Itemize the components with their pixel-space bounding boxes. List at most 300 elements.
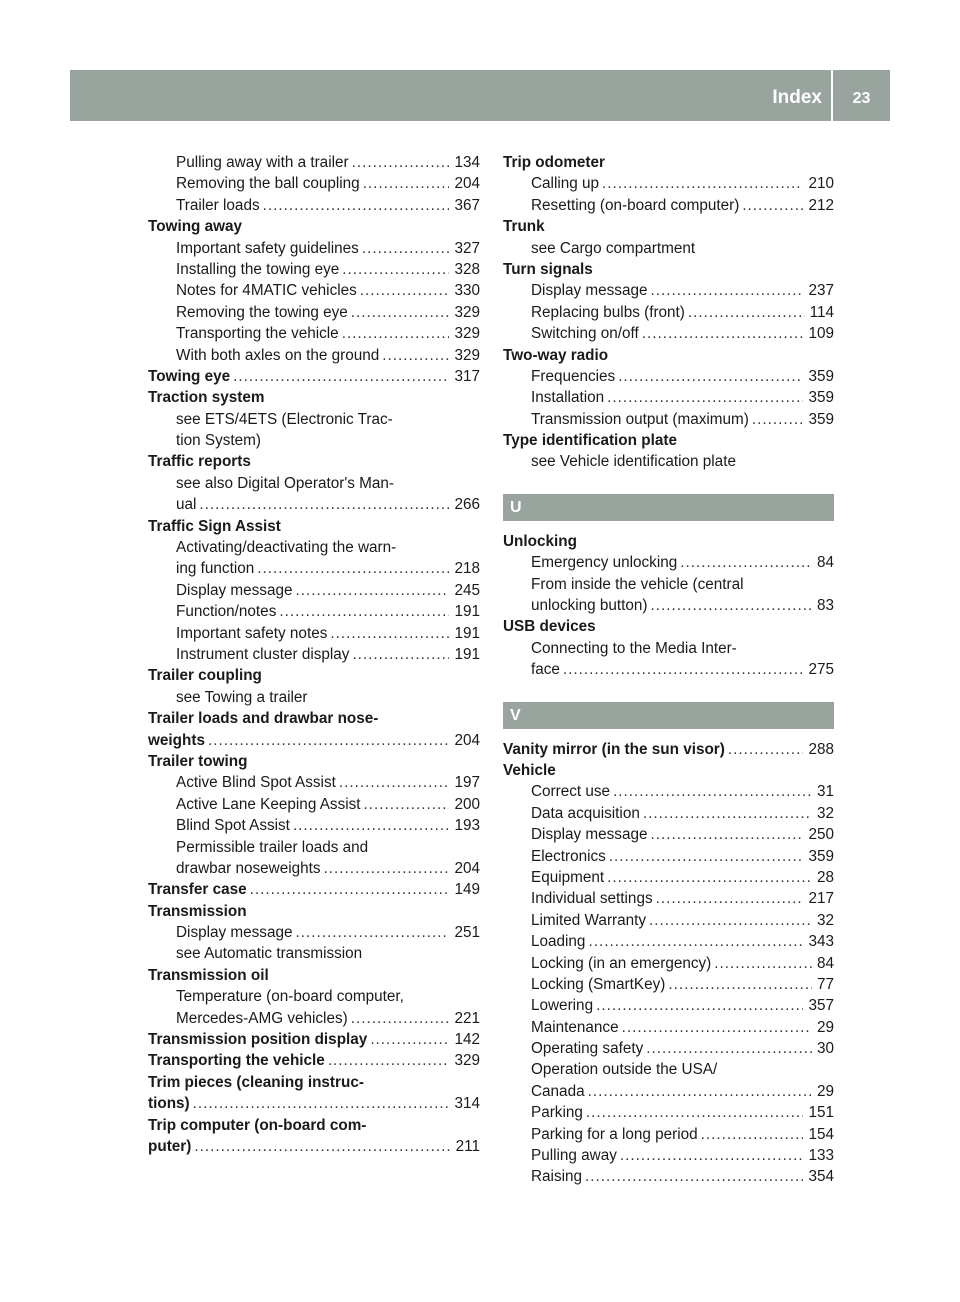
dot-leader [588, 1081, 812, 1102]
entry-text: tions) [148, 1095, 190, 1113]
index-column-right [503, 152, 834, 1188]
index-entry[interactable] [148, 345, 480, 366]
dot-leader [651, 595, 812, 616]
page-reference[interactable]: 221 [454, 1009, 480, 1027]
index-entry[interactable] [148, 1008, 480, 1029]
entry-text: Transfer case [148, 881, 247, 899]
index-entry[interactable] [503, 803, 834, 824]
dot-leader [586, 1102, 804, 1123]
page-reference[interactable]: 197 [454, 774, 480, 792]
index-entry[interactable] [503, 931, 834, 952]
index-entry[interactable] [148, 173, 480, 194]
page-reference[interactable]: 191 [454, 624, 480, 642]
index-heading[interactable] [503, 739, 834, 760]
entry-text: Replacing bulbs (front) [531, 303, 685, 321]
entry-text: Notes for 4MATIC vehicles [176, 282, 357, 300]
entry-text: Individual settings [531, 890, 653, 908]
index-entry[interactable] [148, 152, 480, 173]
index-heading [148, 1115, 480, 1136]
index-entry[interactable] [503, 995, 834, 1016]
index-entry [148, 837, 480, 858]
entry-text: Trim pieces (cleaning instruc- [148, 1073, 364, 1091]
entry-text: Trip odometer [503, 154, 605, 171]
entry-text: From inside the vehicle (central [531, 575, 744, 593]
entry-text: Emergency unlocking [531, 554, 678, 572]
index-entry[interactable] [503, 409, 834, 430]
index-entry[interactable] [503, 1145, 834, 1166]
dot-leader [563, 659, 804, 680]
index-entry[interactable] [503, 1102, 834, 1123]
dot-leader [352, 152, 450, 173]
page-reference[interactable]: 32 [816, 804, 834, 822]
entry-text: drawbar noseweights [176, 859, 321, 877]
page-reference[interactable]: 32 [816, 911, 834, 929]
index-entry[interactable] [503, 846, 834, 867]
entry-text: Locking (SmartKey) [531, 975, 666, 993]
entry-text: Vanity mirror (in the sun visor) [503, 740, 725, 758]
entry-text: Transmission [148, 902, 247, 920]
page-reference[interactable]: 200 [454, 795, 480, 813]
dot-leader [330, 623, 449, 644]
index-heading[interactable] [148, 1136, 480, 1157]
entry-text: Trailer coupling [148, 667, 262, 685]
entry-text: Active Lane Keeping Assist [176, 795, 361, 813]
index-heading [503, 430, 834, 451]
index-entry [503, 1059, 834, 1080]
index-entry[interactable] [503, 888, 834, 909]
dot-leader [193, 1093, 450, 1114]
index-entry[interactable] [503, 1017, 834, 1038]
page-reference[interactable]: 275 [808, 661, 834, 679]
page-reference[interactable]: 329 [454, 325, 480, 343]
entry-text: Type identification plate [503, 432, 677, 450]
index-entry[interactable] [148, 238, 480, 259]
entry-text: Display message [176, 581, 293, 599]
index-entry[interactable] [503, 1166, 834, 1187]
index-heading[interactable] [148, 730, 480, 751]
index-heading [503, 259, 834, 280]
entry-text: see Cargo compartment [531, 239, 696, 257]
entry-text: Temperature (on-board computer, [176, 988, 404, 1006]
page-number: 23 [852, 90, 871, 107]
dot-leader [194, 1136, 450, 1157]
entry-text: see also Digital Operator's Man- [176, 474, 395, 492]
index-entry[interactable] [503, 867, 834, 888]
index-entry[interactable] [148, 259, 480, 280]
page-reference[interactable]: 359 [808, 847, 834, 865]
entry-text: see Vehicle identification plate [531, 453, 736, 471]
index-heading [148, 708, 480, 729]
index-entry[interactable] [503, 387, 834, 408]
page-reference[interactable]: 142 [454, 1031, 480, 1049]
index-heading [503, 152, 834, 173]
index-entry[interactable] [148, 815, 480, 836]
index-entry[interactable] [503, 366, 834, 387]
index-entry[interactable] [503, 595, 834, 616]
dot-leader [742, 195, 803, 216]
index-entry [503, 638, 834, 659]
entry-text: Electronics [531, 847, 606, 865]
index-entry[interactable] [503, 910, 834, 931]
entry-text: Data acquisition [531, 804, 640, 822]
index-entry [148, 409, 480, 430]
page-reference[interactable]: 83 [816, 597, 834, 615]
dot-leader [728, 739, 804, 760]
index-entry [503, 574, 834, 595]
index-entry [148, 537, 480, 558]
entry-text: Towing away [148, 218, 243, 236]
entry-text: Transporting the vehicle [148, 1052, 325, 1070]
entry-text: Installation [531, 389, 605, 407]
page-reference[interactable]: 266 [454, 496, 480, 514]
dot-leader [650, 824, 803, 845]
dot-leader [250, 879, 450, 900]
page-reference[interactable]: 210 [808, 175, 834, 193]
page-reference[interactable]: 237 [808, 282, 834, 300]
entry-text: Blind Spot Assist [176, 817, 290, 835]
entry-text: Transporting the vehicle [176, 325, 339, 343]
index-heading[interactable] [148, 879, 480, 900]
dot-leader [620, 1145, 804, 1166]
dot-leader [646, 1038, 812, 1059]
dot-leader [588, 931, 803, 952]
dot-leader [293, 815, 450, 836]
dot-leader [596, 995, 803, 1016]
page-reference[interactable]: 343 [808, 933, 834, 951]
index-entry[interactable] [148, 623, 480, 644]
entry-text: Display message [176, 924, 293, 942]
index-entry[interactable] [503, 1124, 834, 1145]
entry-text: Equipment [531, 868, 605, 886]
page-reference[interactable]: 212 [808, 196, 834, 214]
entry-text: Operating safety [531, 1040, 644, 1058]
dot-leader [352, 644, 449, 665]
page-reference[interactable]: 204 [454, 175, 480, 193]
dot-leader [613, 781, 812, 802]
page-reference[interactable]: 359 [808, 389, 834, 407]
page-reference[interactable]: 154 [808, 1125, 834, 1143]
index-entry [148, 986, 480, 1007]
entry-text: Trailer loads and drawbar nose- [148, 710, 379, 728]
entry-text: Removing the ball coupling [176, 175, 360, 193]
index-heading [503, 531, 834, 552]
page-reference[interactable]: 193 [454, 817, 480, 835]
entry-text: Pulling away with a trailer [176, 154, 349, 171]
page-title: Index [772, 87, 822, 108]
entry-text: Maintenance [531, 1018, 619, 1036]
dot-leader [642, 323, 804, 344]
index-entry [148, 687, 480, 708]
index-entry[interactable] [503, 1081, 834, 1102]
index-heading [503, 216, 834, 237]
index-heading [148, 516, 480, 537]
index-entry[interactable] [148, 558, 480, 579]
page-reference[interactable]: 367 [454, 196, 480, 214]
index-entry[interactable] [503, 781, 834, 802]
page-reference[interactable]: 133 [808, 1147, 834, 1165]
entry-text: Function/notes [176, 603, 277, 621]
entry-text: Canada [531, 1082, 585, 1100]
entry-text: Turn signals [503, 260, 593, 278]
index-entry[interactable] [148, 195, 480, 216]
entry-text: Locking (in an emergency) [531, 954, 712, 972]
page-reference[interactable]: 191 [454, 603, 480, 621]
page-reference[interactable]: 354 [808, 1168, 834, 1186]
index-heading [148, 451, 480, 472]
index-heading [503, 616, 834, 637]
dot-leader [688, 302, 805, 323]
index-entry [148, 943, 480, 964]
index-entry[interactable] [148, 323, 480, 344]
dot-leader [364, 794, 450, 815]
dot-leader [363, 173, 450, 194]
dot-leader [607, 387, 803, 408]
entry-text: With both axles on the ground [176, 346, 380, 364]
entry-text: Trailer towing [148, 752, 248, 770]
entry-text: Trailer loads [176, 196, 260, 214]
page-reference[interactable]: 109 [808, 325, 834, 343]
dot-leader [351, 302, 450, 323]
entry-text: Transmission output (maximum) [531, 410, 749, 428]
page-reference[interactable]: 77 [816, 975, 834, 993]
entry-text: Transmission oil [148, 966, 269, 984]
entry-text: see Towing a trailer [176, 688, 308, 706]
index-entry[interactable] [503, 173, 834, 194]
entry-text: Two-way radio [503, 346, 609, 364]
index-entry[interactable] [148, 794, 480, 815]
page-reference[interactable]: 217 [808, 890, 834, 908]
page-reference[interactable]: 30 [816, 1040, 834, 1058]
page-reference[interactable]: 218 [454, 560, 480, 578]
entry-text: Parking for a long period [531, 1125, 698, 1143]
dot-leader [714, 953, 812, 974]
dot-leader [668, 974, 812, 995]
page-reference[interactable]: 359 [808, 410, 834, 428]
page-reference[interactable]: 327 [454, 239, 480, 257]
index-heading [148, 1072, 480, 1093]
dot-leader [650, 280, 803, 301]
dot-leader [342, 259, 449, 280]
index-entry [148, 430, 480, 451]
entry-text: USB devices [503, 618, 596, 636]
dot-leader [199, 494, 449, 515]
index-entry [503, 238, 834, 259]
index-heading [148, 665, 480, 686]
dot-leader [649, 910, 812, 931]
page-reference[interactable]: 330 [454, 282, 480, 300]
entry-text: Correct use [531, 783, 611, 801]
index-column-left [148, 152, 480, 1157]
page-reference[interactable]: 134 [454, 154, 480, 171]
entry-text: Raising [531, 1168, 583, 1186]
entry-text: Display message [531, 282, 648, 300]
page-reference[interactable]: 251 [454, 924, 480, 942]
dot-leader [263, 195, 450, 216]
dot-leader [382, 345, 449, 366]
page-reference[interactable]: 288 [808, 740, 834, 758]
dot-leader [257, 558, 449, 579]
index-heading[interactable] [148, 1029, 480, 1050]
page-reference[interactable]: 328 [454, 260, 480, 278]
entry-text: Parking [531, 1104, 583, 1122]
page-reference[interactable]: 314 [454, 1095, 480, 1113]
page-reference[interactable]: 204 [454, 859, 480, 877]
entry-text: unlocking button) [531, 597, 648, 615]
entry-text: tion System) [176, 432, 262, 450]
index-entry[interactable] [148, 494, 480, 515]
page-reference[interactable]: 317 [454, 367, 480, 385]
index-entry[interactable] [148, 858, 480, 879]
entry-text: Trip computer (on-board com- [148, 1116, 367, 1134]
page-reference[interactable]: 357 [808, 997, 834, 1015]
dot-leader [295, 580, 449, 601]
entry-text: Traffic Sign Assist [148, 517, 281, 535]
index-heading[interactable] [148, 366, 480, 387]
index-heading [148, 216, 480, 237]
index-heading [148, 965, 480, 986]
dot-leader [752, 409, 804, 430]
dot-leader [324, 858, 450, 879]
page-reference[interactable]: 359 [808, 367, 834, 385]
index-heading [148, 901, 480, 922]
index-entry[interactable] [503, 953, 834, 974]
dot-leader [362, 238, 450, 259]
entry-text: see ETS/4ETS (Electronic Trac- [176, 410, 393, 428]
entry-text: Loading [531, 933, 586, 951]
entry-text: Removing the towing eye [176, 303, 348, 321]
page-reference[interactable]: 211 [455, 1137, 480, 1155]
entry-text: Resetting (on-board computer) [531, 196, 740, 214]
index-entry [148, 473, 480, 494]
index-heading[interactable] [148, 1050, 480, 1071]
entry-text: Lowering [531, 997, 594, 1015]
index-heading [503, 345, 834, 366]
entry-text: Vehicle [503, 761, 556, 779]
page-reference[interactable]: 114 [809, 303, 834, 321]
index-entry[interactable] [503, 195, 834, 216]
index-entry[interactable] [148, 922, 480, 943]
dot-leader [585, 1166, 803, 1187]
entry-text: Trunk [503, 218, 545, 236]
dot-leader [622, 1017, 812, 1038]
dot-leader [607, 867, 812, 888]
page-reference[interactable]: 191 [454, 645, 480, 663]
entry-text: Towing eye [148, 367, 231, 385]
page-reference[interactable]: 29 [816, 1018, 834, 1036]
index-entry[interactable] [148, 580, 480, 601]
dot-leader [351, 1008, 450, 1029]
entry-text: Pulling away [531, 1147, 617, 1165]
entry-text: Instrument cluster display [176, 645, 350, 663]
index-entry[interactable] [503, 824, 834, 845]
entry-text: Transmission position display [148, 1031, 368, 1049]
page-reference[interactable]: 245 [454, 581, 480, 599]
page-reference[interactable]: 329 [454, 303, 480, 321]
index-entry[interactable] [503, 974, 834, 995]
page-reference[interactable]: 329 [454, 1052, 480, 1070]
entry-text: Connecting to the Media Inter- [531, 639, 737, 657]
page-reference[interactable]: 151 [808, 1104, 834, 1122]
dot-leader [342, 323, 450, 344]
entry-text: ual [176, 496, 197, 514]
dot-leader [643, 803, 812, 824]
entry-text: Traction system [148, 389, 265, 407]
index-entry[interactable] [503, 302, 834, 323]
entry-text: Important safety notes [176, 624, 328, 642]
index-entry[interactable] [148, 280, 480, 301]
entry-text: face [531, 661, 560, 679]
index-entry[interactable] [503, 552, 834, 573]
dot-leader [279, 601, 449, 622]
page-reference[interactable]: 204 [454, 731, 480, 749]
index-heading [148, 387, 480, 408]
page-reference[interactable]: 29 [816, 1082, 834, 1100]
index-entry[interactable] [148, 302, 480, 323]
dot-leader [208, 730, 450, 751]
entry-text: Operation outside the USA/ [531, 1061, 718, 1079]
entry-text: Mercedes-AMG vehicles) [176, 1009, 348, 1027]
index-entry[interactable] [148, 601, 480, 622]
entry-text: Permissible trailer loads and [176, 838, 369, 856]
dot-leader [370, 1029, 449, 1050]
entry-text: Activating/deactivating the warn- [176, 539, 397, 557]
index-entry[interactable] [148, 644, 480, 665]
entry-text: see Automatic transmission [176, 945, 363, 963]
dot-leader [339, 772, 450, 793]
dot-leader [295, 922, 449, 943]
entry-text: ing function [176, 560, 255, 578]
dot-leader [609, 846, 804, 867]
entry-text: Display message [531, 826, 648, 844]
entry-text: Traffic reports [148, 453, 251, 471]
entry-text: Frequencies [531, 367, 616, 385]
section-header-v: V [503, 702, 834, 729]
index-heading [503, 760, 834, 781]
page-reference[interactable]: 28 [816, 868, 834, 886]
dot-leader [680, 552, 812, 573]
dot-leader [233, 366, 449, 387]
page-reference[interactable]: 250 [808, 826, 834, 844]
entry-text: Calling up [531, 175, 600, 193]
index-entry[interactable] [503, 1038, 834, 1059]
dot-leader [656, 888, 804, 909]
index-entry[interactable] [503, 280, 834, 301]
entry-text: Unlocking [503, 532, 577, 550]
page-reference[interactable]: 31 [816, 783, 834, 801]
entry-text: puter) [148, 1137, 192, 1155]
index-heading[interactable] [148, 1093, 480, 1114]
dot-leader [360, 280, 450, 301]
index-entry[interactable] [148, 772, 480, 793]
entry-text: Installing the towing eye [176, 260, 340, 278]
dot-leader [602, 173, 803, 194]
section-header-u: U [503, 494, 834, 521]
entry-text: weights [148, 731, 205, 749]
entry-text: Active Blind Spot Assist [176, 774, 336, 792]
index-entry [503, 451, 834, 472]
page-reference[interactable]: 84 [816, 954, 834, 972]
page-reference[interactable]: 329 [454, 346, 480, 364]
entry-text: Limited Warranty [531, 911, 647, 929]
index-entry[interactable] [503, 323, 834, 344]
dot-leader [328, 1050, 450, 1071]
page-reference[interactable]: 149 [454, 881, 480, 899]
dot-leader [701, 1124, 804, 1145]
entry-text: Important safety guidelines [176, 239, 359, 257]
index-heading [148, 751, 480, 772]
page-reference[interactable]: 84 [816, 554, 834, 572]
index-entry[interactable] [503, 659, 834, 680]
